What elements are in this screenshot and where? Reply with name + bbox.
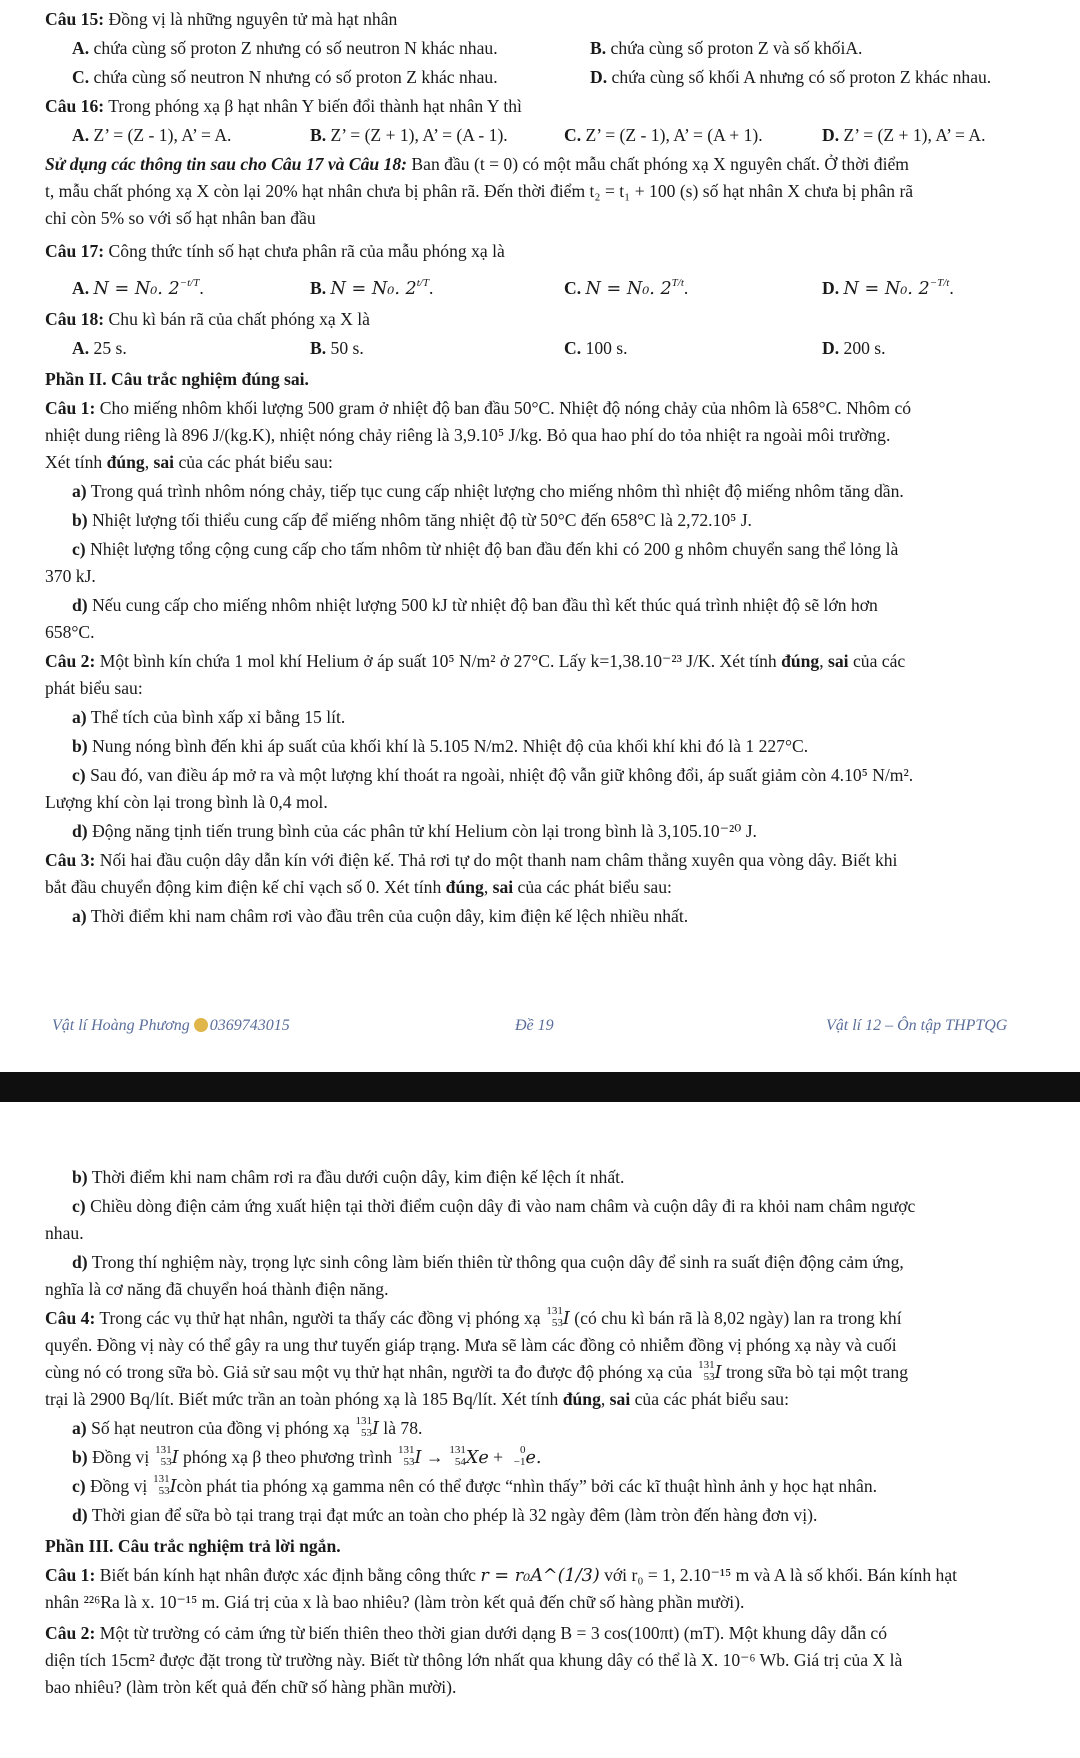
q15-option-d: D. chứa cùng số khối A nhưng có số proton Z khác nhau. bbox=[590, 67, 992, 87]
p3q1-line2: nhân ²²⁶Ra là x. 10⁻¹⁵ m. Giá trị của x là bao nhiêu? (làm tròn kết quả đến chữ số hàng phần mười). bbox=[45, 1592, 745, 1612]
p3q2-line2: diện tích 15cm² được đặt trong từ trường này. Biết từ thông lớn nhất qua khung dây có thể là X. 10⁻⁶ Wb. Giá trị của X là bbox=[45, 1650, 903, 1670]
q15-option-c: C. chứa cùng số neutron N nhưng có số proton Z khác nhau. bbox=[72, 67, 498, 87]
p2q1-item-b: b) Nhiệt lượng tối thiểu cung cấp để miếng nhôm tăng nhiệt độ từ 50°C đến 658°C là 2,72.10⁵ J. bbox=[72, 510, 752, 530]
q16-option-c: C. Z’ = (Z - 1), A’ = (A + 1). bbox=[564, 125, 763, 145]
p2q3-item-b: b) Thời điểm khi nam châm rơi ra đầu dưới cuộn dây, kim điện kế lệch ít nhất. bbox=[72, 1167, 625, 1187]
p2q4-line4: trại là 2900 Bq/lít. Biết mức trần an toàn phóng xạ là 185 Bq/lít. Xét tính đúng, sai của các phát biểu sau: bbox=[45, 1389, 789, 1409]
p2q1-item-d: d) Nếu cung cấp cho miếng nhôm nhiệt lượng 500 kJ từ nhiệt độ ban đầu thì kết thúc quá trình nhiệt độ sẽ lớn hơn bbox=[72, 595, 878, 615]
q17-option-d: D. N = N₀. $2^{-T/t}$. bbox=[822, 277, 954, 299]
p3q2-line1: Câu 2: Một từ trường có cảm ứng từ biến thiên theo thời gian dưới dạng B = 3 cos(100πt) (mT). Một khung dây dẫn có bbox=[45, 1623, 888, 1643]
p2q3-item-d: d) Trong thí nghiệm này, trọng lực sinh công làm biến thiên từ thông qua cuộn dây để sinh ra suất điện động cảm ứng, bbox=[72, 1252, 904, 1272]
p2q4-line1: Câu 4: Trong các vụ thử hạt nhân, người ta thấy các đồng vị phóng xạ 131 53 I (có chu kì bán rã là 8,02 ngày) lan ra trong khí bbox=[45, 1305, 902, 1329]
p2q2-item-c: c) Sau đó, van điều áp mở ra và một lượng khí thoát ra ngoài, nhiệt độ vẫn giữ không đổi, áp suất giảm còn 4.10⁵ N/m². bbox=[72, 765, 914, 785]
q15-option-b: B. chứa cùng số proton Z và số khốiA. bbox=[590, 38, 863, 58]
q16-option-b: B. Z’ = (Z + 1), A’ = (A - 1). bbox=[310, 125, 508, 145]
p3q2-line3: bao nhiêu? (làm tròn kết quả đến chữ số hàng phần mười). bbox=[45, 1677, 457, 1697]
p2q3-item-c-cont: nhau. bbox=[45, 1223, 84, 1243]
footer-course: Vật lí 12 – Ôn tập THPTQG bbox=[826, 1017, 1008, 1034]
p2q2-item-b: b) Nung nóng bình đến khi áp suất của khối khí là 5.105 N/m2. Nhiệt độ của khối khí khi đó là 1 227°C. bbox=[72, 736, 809, 756]
q17-option-c: C. N = N₀. $2^{T/t}$. bbox=[564, 277, 689, 299]
p2q2-item-d: d) Động năng tịnh tiến trung bình của các phân tử khí Helium còn lại trong bình là 3,105.10⁻²⁰ J. bbox=[72, 821, 757, 841]
part2-heading: Phần II. Câu trắc nghiệm đúng sai. bbox=[45, 369, 309, 389]
shared-info-line2: t, mẫu chất phóng xạ X còn lại 20% hạt nhân chưa bị phân rã. Đến thời điểm t₂ = t₁ + 100 (s) số hạt nhân X chưa bị phân rã bbox=[45, 181, 914, 201]
p3q1-line1: Câu 1: Biết bán kính hạt nhân được xác định bằng công thức r = r₀A^(1/3) với r₀ = 1, 2.10⁻¹⁵ m và A là số khối. Bán kính hạt bbox=[45, 1565, 958, 1586]
p2q1-item-c-cont: 370 kJ. bbox=[45, 566, 96, 586]
p2q1-item-c: c) Nhiệt lượng tổng cộng cung cấp cho tấm nhôm từ nhiệt độ ban đầu đến khi có 200 g nhôm chuyển sang thể lỏng là bbox=[72, 539, 899, 559]
p2q3-line2: bắt đầu chuyển động kim điện kế chỉ vạch số 0. Xét tính đúng, sai của các phát biểu sau: bbox=[45, 877, 672, 897]
phone-icon bbox=[194, 1018, 208, 1032]
p2q4-item-a: a) Số hạt neutron của đồng vị phóng xạ 131 53 I là 78. bbox=[72, 1415, 423, 1439]
p2q1-item-d-cont: 658°C. bbox=[45, 622, 95, 642]
footer-author: Vật lí Hoàng Phương 0369743015 bbox=[52, 1017, 290, 1034]
p2q3-item-a: a) Thời điểm khi nam châm rơi vào đầu trên của cuộn dây, kim điện kế lệch nhiều nhất. bbox=[72, 906, 689, 926]
p2q2-item-c-cont: Lượng khí còn lại trong bình là 0,4 mol. bbox=[45, 792, 328, 812]
q18-option-b: B. 50 s. bbox=[310, 338, 364, 358]
p2q2-item-a: a) Thể tích của bình xấp xỉ bằng 15 lít. bbox=[72, 707, 346, 727]
q18-option-a: A. 25 s. bbox=[72, 338, 127, 358]
p2q4-item-d: d) Thời gian để sữa bò tại trang trại đạt mức an toàn cho phép là 32 ngày đêm (làm tròn đến hàng đơn vị). bbox=[72, 1505, 818, 1525]
q17-stem: Câu 17: Công thức tính số hạt chưa phân rã của mẫu phóng xạ là bbox=[45, 241, 505, 261]
q15-stem: Câu 15: Đồng vị là những nguyên tử mà hạt nhân bbox=[45, 9, 398, 29]
q16-option-d: D. Z’ = (Z + 1), A’ = A. bbox=[822, 125, 986, 145]
shared-info-line1: Sử dụng các thông tin sau cho Câu 17 và Câu 18: Ban đầu (t = 0) có một mẫu chất phóng xạ X nguyên chất. Ở thời điểm bbox=[45, 154, 909, 174]
p2q3-line1: Câu 3: Nối hai đầu cuộn dây dẫn kín với điện kế. Thả rơi tự do một thanh nam châm thẳng xuyên qua vòng dây. Biết khi bbox=[45, 850, 898, 870]
q18-option-d: D. 200 s. bbox=[822, 338, 886, 358]
q18-stem: Câu 18: Chu kì bán rã của chất phóng xạ X là bbox=[45, 309, 370, 329]
p2q4-item-b: b) Đồng vị 131 53 I phóng xạ β theo phương trình 131 53 I → 131 54 Xe + 0 −1 e. bbox=[72, 1444, 542, 1468]
q17-option-b: B. N = N₀. $2^{t/T}$. bbox=[310, 277, 434, 299]
p2q1-line1: Câu 1: Cho miếng nhôm khối lượng 500 gram ở nhiệt độ ban đầu 50°C. Nhiệt độ nóng chảy của nhôm là 658°C. Nhôm có bbox=[45, 398, 912, 418]
p2q4-item-c: c) Đồng vị 131 53 Icòn phát tia phóng xạ gamma nên có thể được “nhìn thấy” bởi các kĩ thuật hình ảnh y học hạt nhân. bbox=[72, 1473, 878, 1497]
p2q1-item-a: a) Trong quá trình nhôm nóng chảy, tiếp tục cung cấp nhiệt lượng cho miếng nhôm thì nhiệt độ miếng nhôm tăng dần. bbox=[72, 481, 904, 501]
p2q1-line3: Xét tính đúng, sai của các phát biểu sau: bbox=[45, 452, 333, 472]
p2q4-line2: quyển. Đồng vị này có thể gây ra ung thư tuyến giáp trạng. Mưa sẽ làm các đồng cỏ nhiễm đồng vị phóng xạ này và cuối bbox=[45, 1335, 897, 1355]
p2q2-line1: Câu 2: Một bình kín chứa 1 mol khí Helium ở áp suất 10⁵ N/m² ở 27°C. Lấy k=1,38.10⁻²³ J/K. Xét tính đúng, sai của các bbox=[45, 651, 906, 671]
p2q3-item-c: c) Chiều dòng điện cảm ứng xuất hiện tại thời điểm cuộn dây đi vào nam châm và cuộn dây đi ra khỏi nam châm ngược bbox=[72, 1196, 916, 1216]
q18-option-c: C. 100 s. bbox=[564, 338, 628, 358]
part3-heading: Phần III. Câu trắc nghiệm trả lời ngắn. bbox=[45, 1536, 341, 1556]
page-separator bbox=[0, 1072, 1080, 1102]
page-bottom bbox=[0, 1102, 1080, 1758]
footer-exam-number: Đề 19 bbox=[515, 1017, 554, 1034]
p2q2-line2: phát biểu sau: bbox=[45, 678, 143, 698]
p2q4-line3: cùng nó có trong sữa bò. Giả sử sau một vụ thử hạt nhân, người ta đo được độ phóng xạ của 131 53 I trong sữa bò tại một trang bbox=[45, 1359, 909, 1383]
q15-option-a: A. chứa cùng số proton Z nhưng có số neutron N khác nhau. bbox=[72, 38, 498, 58]
q16-stem: Câu 16: Trong phóng xạ β hạt nhân Y biến đổi thành hạt nhân Y thì bbox=[45, 96, 522, 116]
q17-option-a: A. N = N₀. $2^{-t/T}$. bbox=[72, 277, 204, 299]
q16-option-a: A. Z’ = (Z - 1), A’ = A. bbox=[72, 125, 232, 145]
shared-info-line3: chỉ còn 5% so với số hạt nhân ban đầu bbox=[45, 208, 316, 228]
p2q3-item-d-cont: nghĩa là cơ năng đã chuyển hoá thành điện năng. bbox=[45, 1279, 389, 1299]
p2q1-line2: nhiệt dung riêng là 896 J/(kg.K), nhiệt nóng chảy riêng là 3,9.10⁵ J/kg. Bỏ qua hao phí do tỏa nhiệt ra ngoài môi trường. bbox=[45, 425, 891, 445]
